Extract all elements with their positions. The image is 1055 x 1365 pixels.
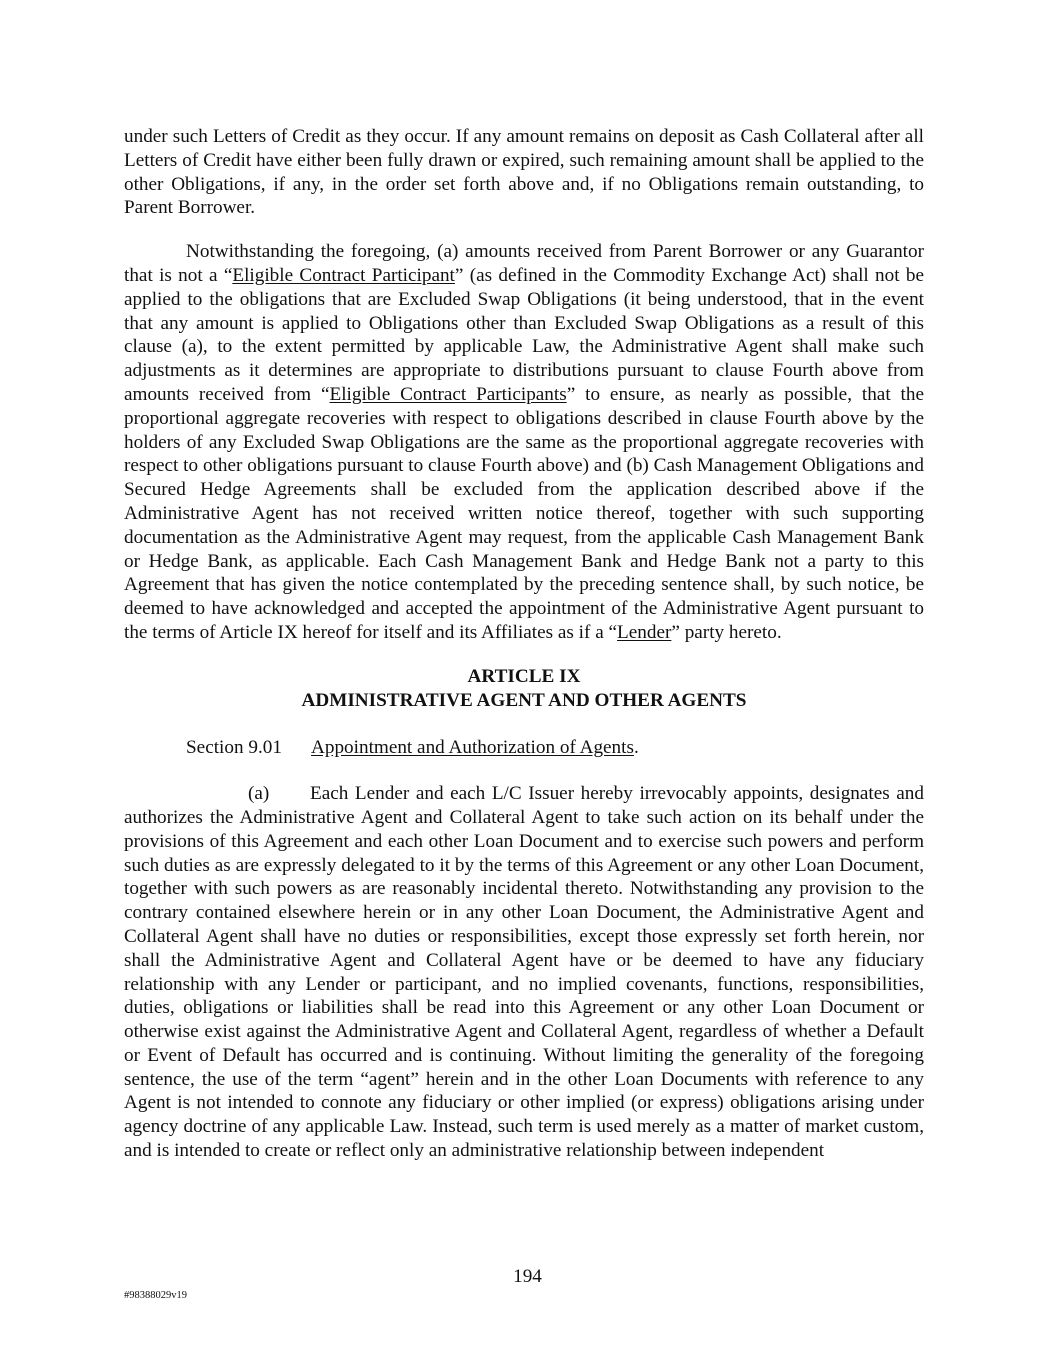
- document-body: [124, 125, 924, 1163]
- article-heading: [124, 665, 924, 713]
- paragraph-notwithstanding: [124, 240, 924, 645]
- document-id: #98388029v19: [124, 1290, 187, 1301]
- article-title: ADMINISTRATIVE AGENT AND OTHER AGENTS: [301, 689, 747, 711]
- section-heading: [124, 736, 924, 760]
- section-title: Appointment and Authorization of Agents: [311, 737, 634, 759]
- text-span: Notwithstanding the foregoing, (a) amounts received from Parent Borrower or any Guarantor that is not a “: [124, 241, 924, 286]
- article-number: ARTICLE IX: [467, 665, 581, 687]
- subparagraph-a: [124, 782, 924, 1163]
- defined-term-lender: Lender: [617, 621, 672, 643]
- section-title-period: .: [633, 737, 639, 759]
- defined-term-eligible-contract-participant: Eligible Contract Participant: [232, 264, 455, 286]
- subparagraph-label: (a): [248, 783, 270, 805]
- section-number: Section 9.01: [186, 737, 282, 759]
- text-span: ” to ensure, as nearly as possible, that the proportional aggregate recoveries with respect to obligations described in clause Fourth above by the holders of any Excluded Swap Obligations are the same as the proportional aggregate recoveries with respect to other obligations pursuant to clause Fourth above) and (b) Cash Management Obligations and Secured Hedge Agreements shall be excluded from the application described above if the Administrative Agent has not received written notice thereof, together with such supporting documentation as the Administrative Agent may request, from the applicable Cash Management Bank or Hedge Bank, as applicable. Each Cash Management Bank and Hedge Bank not a party to this Agreement that has given the notice contemplated by the preceding sentence shall, by such notice, be deemed to have acknowledged and accepted the appointment of the Administrative Agent pursuant to the terms of Article IX hereof for itself and its Affiliates as if a “: [124, 383, 924, 643]
- page-number: 194: [513, 1266, 542, 1287]
- defined-term-eligible-contract-participants: Eligible Contract Participants: [329, 383, 567, 405]
- text-span: ” party hereto.: [671, 621, 782, 643]
- text-span: ” (as defined in the Commodity Exchange Act) shall not be applied to the obligations that are Excluded Swap Obligations (it being understood, that in the event that any amount is applied to Obligations other than Excluded Swap Obligations as a result of this clause (a), to the extent permitted by applicable Law, the Administrative Agent shall make such adjustments as it determines are appropriate to distributions pursuant to clause Fourth above from amounts received from “: [124, 264, 924, 405]
- subparagraph-text: Each Lender and each L/C Issuer hereby irrevocably appoints, designates and authorizes the Administrative Agent and Collateral Agent to take such action on its behalf under the provisions of this Agreement and each other Loan Document and to exercise such powers and perform such duties as are expressly delegated to it by the terms of this Agreement or any other Loan Document, together with such powers as are reasonably incidental thereto. Notwithstanding any provision to the contrary contained elsewhere herein or in any other Loan Document, the Administrative Agent and Collateral Agent shall have no duties or responsibilities, except those expressly set forth herein, nor shall the Administrative Agent and Collateral Agent have or be deemed to have any fiduciary relationship with any Lender or participant, and no implied covenants, functions, responsibilities, duties, obligations or liabilities shall be read into this Agreement or any other Loan Document or otherwise exist against the Administrative Agent and Collateral Agent, regardless of whether a Default or Event of Default has occurred and is continuing. Without limiting the generality of the foregoing sentence, the use of the term “agent” herein and in the other Loan Documents with reference to any Agent is not intended to connote any fiduciary or other implied (or express) obligations arising under agency doctrine of any applicable Law. Instead, such term is used merely as a matter of market custom, and is intended to create or reflect only an administrative relationship between independent: [124, 783, 924, 1162]
- paragraph-continuation: under such Letters of Credit as they occur. If any amount remains on deposit as Cash Collateral after all Letters of Credit have either been fully drawn or expired, such remaining amount shall be applied to the other Obligations, if any, in the order set forth above and, if no Obligations remain outstanding, to Parent Borrower.: [124, 126, 924, 219]
